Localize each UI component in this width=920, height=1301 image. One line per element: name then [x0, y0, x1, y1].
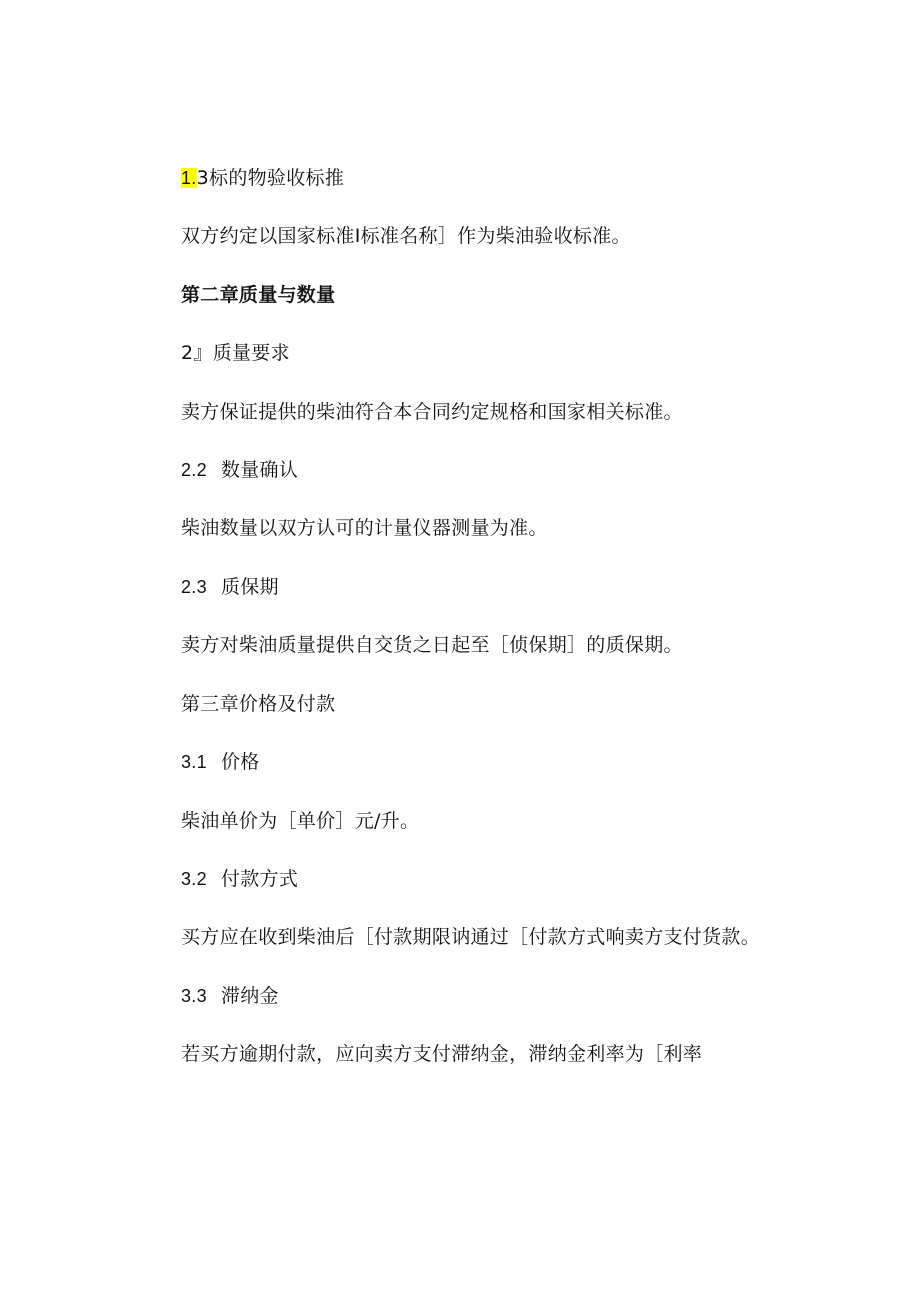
- section-number: 3.2: [181, 869, 207, 889]
- section-1-3-heading: [181, 166, 344, 190]
- section-title: 付款方式: [220, 868, 299, 890]
- section-3-1-heading: [181, 750, 260, 774]
- highlighted-text: 1.: [181, 168, 197, 188]
- paragraph-3-1: 柴油单价为［单价］元/升。: [181, 810, 420, 832]
- section-3-2-heading: [181, 867, 298, 891]
- section-1-3-title: 3标的物验收标推: [196, 167, 345, 189]
- section-title: 质保期: [220, 576, 279, 598]
- section-3-3-heading: [181, 984, 279, 1008]
- section-number: 3.3: [181, 986, 207, 1006]
- section-number: 3.1: [181, 752, 207, 772]
- chapter-2-heading: 第二章质量与数量: [181, 284, 336, 306]
- section-title: 滞纳金: [220, 985, 279, 1007]
- section-2-3-heading: [181, 575, 279, 599]
- section-2-2-heading: [181, 458, 298, 482]
- paragraph-2-2: 柴油数量以双方认可的计量仪器测量为准。: [181, 517, 548, 539]
- paragraph-3-3: 若买方逾期付款，应向卖方支付滞纳金，滞纳金利率为［利率: [181, 1043, 703, 1065]
- section-title: 数量确认: [220, 459, 299, 481]
- paragraph-2-1: 卖方保证提供的柴油符合本合同约定规格和国家相关标准。: [181, 401, 683, 423]
- chapter-3-heading: 第三章价格及付款: [181, 693, 336, 715]
- paragraph-3-2: 买方应在收到柴油后［付款期限讷通过［付款方式响卖方支付货款。: [181, 926, 761, 948]
- section-number: 2.2: [181, 460, 207, 480]
- paragraph-1-3: 双方约定以国家标准I标准名称］作为柴油验收标准。: [181, 225, 631, 247]
- paragraph-2-3: 卖方对柴油质量提供自交货之日起至［侦保期］的质保期。: [181, 634, 683, 656]
- section-2-1-heading: 2』质量要求: [181, 342, 290, 364]
- section-title: 价格: [220, 751, 260, 773]
- section-number: 2.3: [181, 577, 207, 597]
